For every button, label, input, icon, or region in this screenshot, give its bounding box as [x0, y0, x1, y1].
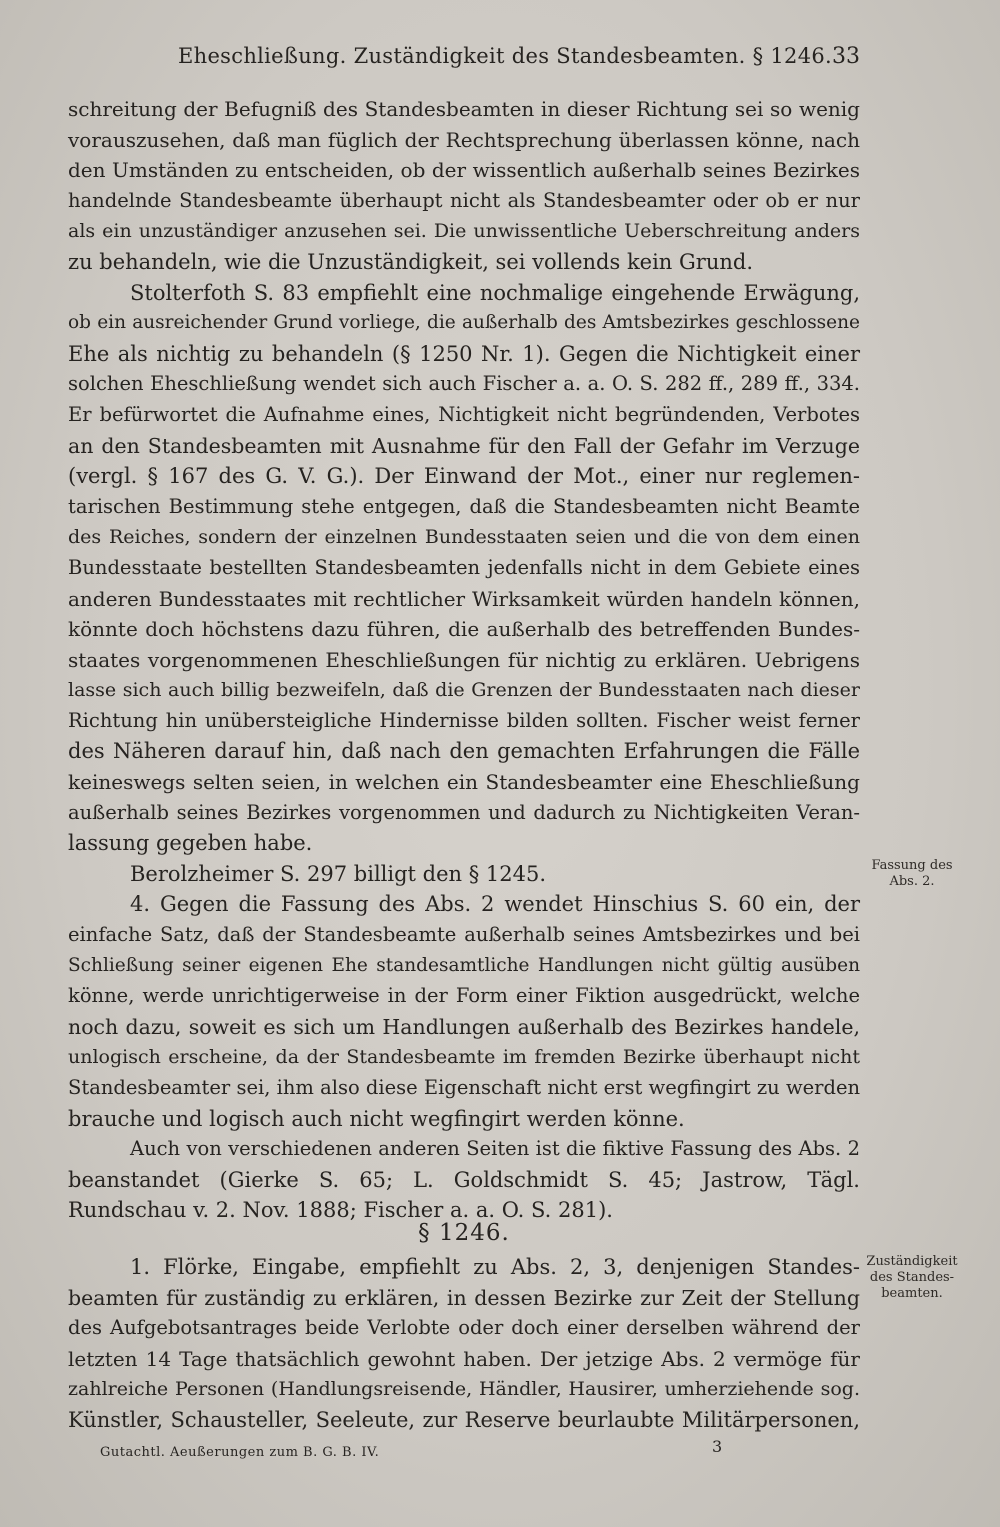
margin-note-line: des Standes-: [869, 1270, 955, 1285]
text-line: 4. Gegen die Fassung des Abs. 2 wendet Hinschius S. 60 ein, der: [130, 892, 860, 917]
text-line: des Reiches, sondern der einzelnen Bundesstaaten seien und die von dem einen: [68, 526, 860, 549]
text-line: außerhalb seines Bezirkes vorgenommen und dadurch zu Nichtigkeiten Veran-: [68, 800, 860, 824]
text-line: Stolterfoth S. 83 empfiehlt eine nochmalige eingehende Erwägung,: [130, 280, 860, 305]
text-line: zu behandeln, wie die Unzuständigkeit, sei vollends kein Grund.: [68, 249, 753, 274]
text-line: des Aufgebotsantrages beide Verlobte oder doch einer derselben während der: [68, 1316, 860, 1340]
text-line: 1. Flörke, Eingabe, empfiehlt zu Abs. 2, 3, denjenigen Standes-: [130, 1255, 860, 1279]
text-line: solchen Eheschließung wendet sich auch Fischer a. a. O. S. 282 ff., 289 ff., 334.: [68, 372, 860, 396]
margin-note-line: Zuständigkeit: [866, 1254, 958, 1269]
text-line: noch dazu, soweit es sich um Handlungen außerhalb des Bezirkes handele,: [68, 1014, 860, 1039]
text-line: beamten für zuständig zu erklären, in dessen Bezirke zur Zeit der Stellung: [68, 1285, 860, 1310]
text-line: ob ein ausreichender Grund vorliege, die außerhalb des Amtsbezirkes geschlossene: [68, 312, 860, 334]
text-line: lasse sich auch billig bezweifeln, daß die Grenzen der Bundesstaaten nach dieser: [68, 679, 860, 702]
margin-note-fassung: [866, 858, 958, 890]
margin-note-line: Abs. 2.: [889, 874, 935, 889]
main-text: [68, 94, 860, 1226]
text-line: Bundesstaate bestellten Standesbeamten jedenfalls nicht in dem Gebiete eines: [68, 555, 860, 579]
text-line: beanstandet (Gierke S. 65; L. Goldschmidt S. 45; Jastrow, Tägl.: [68, 1167, 860, 1192]
text-line: könne, werde unrichtigerweise in der Form einer Fiktion ausgedrückt, welche: [68, 984, 860, 1008]
text-line: brauche und logisch auch nicht wegfingirt werden könne.: [68, 1106, 685, 1131]
section-text: [68, 1252, 860, 1436]
text-line: tarischen Bestimmung stehe entgegen, daß die Standesbeamten nicht Beamte: [68, 494, 860, 518]
text-line: den Umständen zu entscheiden, ob der wissentlich außerhalb seines Bezirkes: [68, 158, 860, 183]
text-line: Standesbeamter sei, ihm also diese Eigenschaft nicht erst wegfingirt zu werden: [68, 1076, 861, 1099]
text-line: Schließung seiner eigenen Ehe standesamtliche Handlungen nicht gültig ausüben: [68, 954, 860, 976]
text-line: handelnde Standesbeamte überhaupt nicht als Standesbeamter oder ob er nur: [68, 188, 860, 212]
text-line: anderen Bundesstaates mit rechtlicher Wirksamkeit würden handeln können,: [68, 586, 860, 611]
text-line: (vergl. § 167 des G. V. G.). Der Einwand der Mot., einer nur reglemen-: [68, 464, 860, 489]
signature-mark: 3: [712, 1437, 723, 1456]
text-line: Richtung hin unübersteigliche Hindernisse bilden sollten. Fischer weist ferner: [68, 708, 860, 732]
text-line: Ehe als nichtig zu behandeln (§ 1250 Nr. 1). Gegen die Nichtigkeit einer: [68, 341, 860, 366]
text-line: des Näheren darauf hin, daß nach den gemachten Erfahrungen die Fälle: [68, 739, 860, 764]
text-line: vorauszusehen, daß man füglich der Rechtsprechung überlassen könne, nach: [68, 127, 860, 152]
margin-note-line: beamten.: [881, 1286, 943, 1301]
text-line: einfache Satz, daß der Standesbeamte außerhalb seines Amtsbezirkes und bei: [68, 923, 860, 947]
text-line: Berolzheimer S. 297 billigt den § 1245.: [130, 861, 547, 886]
text-line: Er befürwortet die Aufnahme eines, Nichtigkeit nicht begründenden, Verbotes: [68, 402, 860, 426]
text-line: Künstler, Schausteller, Seeleute, zur Reserve beurlaubte Militärpersonen,: [68, 1407, 860, 1432]
section-heading: § 1246.: [418, 1220, 510, 1246]
footer-note: Gutachtl. Aeußerungen zum B. G. B. IV.: [100, 1445, 380, 1460]
text-line: lassung gegeben habe.: [68, 831, 313, 856]
text-line: unlogisch erscheine, da der Standesbeamte im fremden Bezirke überhaupt nicht: [68, 1046, 860, 1069]
margin-note-line: Fassung des: [871, 858, 953, 873]
page-header: [68, 40, 860, 76]
text-line: könnte doch höchstens dazu führen, die außerhalb des betreffenden Bundes-: [68, 617, 860, 642]
text-line: zahlreiche Personen (Handlungsreisende, Händler, Hausirer, umherziehende sog.: [68, 1378, 860, 1401]
running-title: Eheschließung. Zuständigkeit des Standesbeamten. § 1246.: [178, 44, 833, 68]
text-line: keineswegs selten seien, in welchen ein Standesbeamter eine Eheschließung: [68, 770, 860, 795]
text-line: an den Standesbeamten mit Ausnahme für den Fall der Gefahr im Verzuge: [68, 433, 860, 458]
text-line: staates vorgenommenen Eheschließungen für nichtig zu erklären. Uebrigens: [68, 647, 860, 672]
margin-note-zustaendigkeit: [866, 1254, 958, 1302]
text-line: Auch von verschiedenen anderen Seiten ist die fiktive Fassung des Abs. 2: [130, 1137, 860, 1161]
text-line: als ein unzuständiger anzusehen sei. Die unwissentliche Ueberschreitung anders: [68, 220, 860, 243]
text-line: schreitung der Befugniß des Standesbeamten in dieser Richtung sei so wenig: [68, 97, 860, 121]
text-line: Rundschau v. 2. Nov. 1888; Fischer a. a. O. S. 281).: [68, 1198, 613, 1223]
text-line: letzten 14 Tage thatsächlich gewohnt haben. Der jetzige Abs. 2 vermöge für: [68, 1346, 860, 1371]
page-number: 33: [832, 44, 860, 69]
